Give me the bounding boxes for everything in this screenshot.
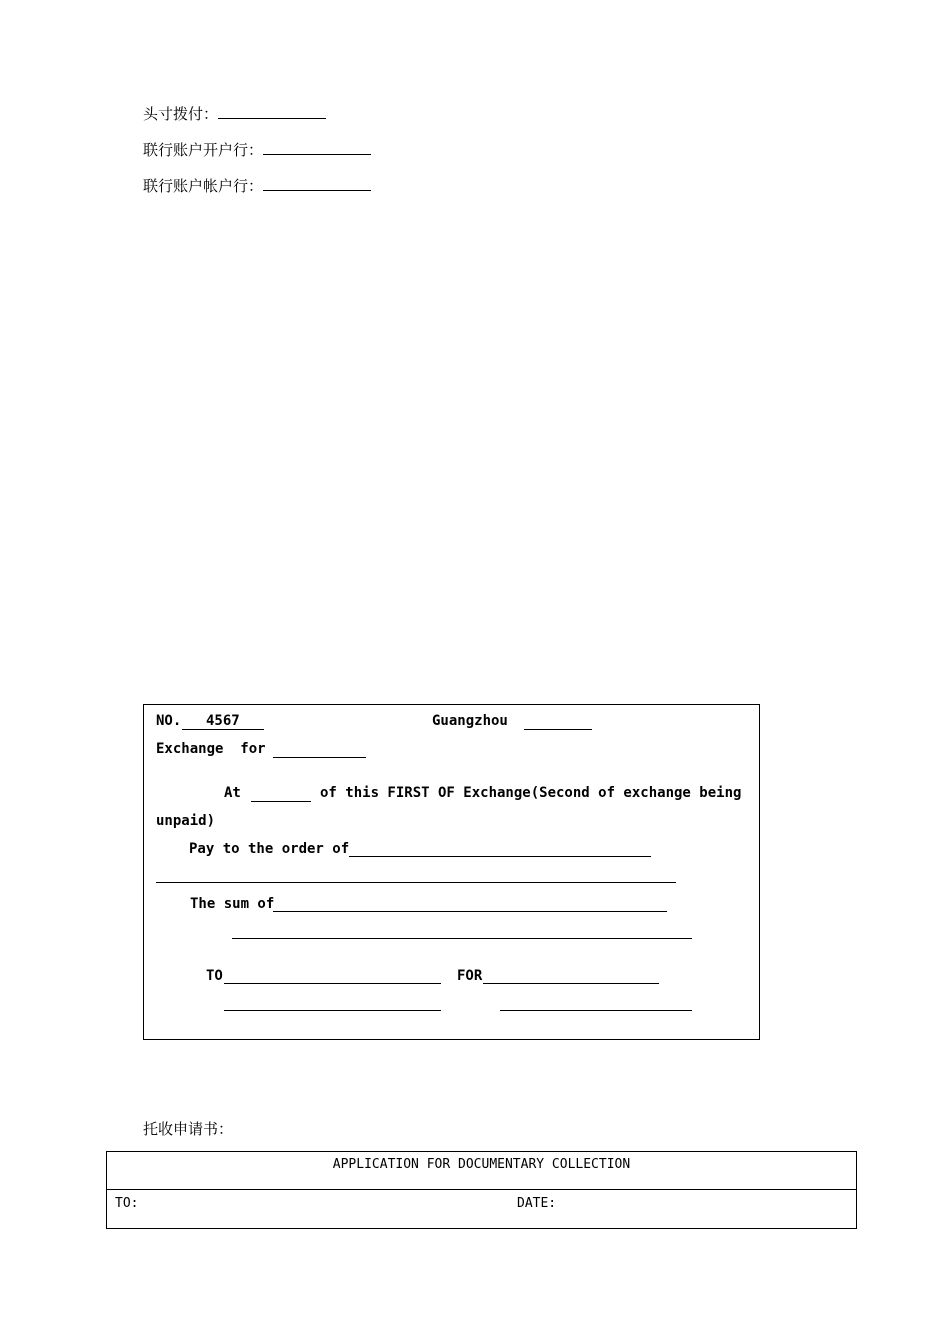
draft-to: TO — [206, 968, 223, 984]
draft-no-value: 4567 — [206, 713, 240, 729]
draft-unpaid: unpaid) — [156, 813, 216, 829]
draft-to-line — [224, 983, 441, 984]
draft-city: Guangzhou — [432, 713, 508, 729]
draft-for-signature-line — [500, 1010, 692, 1011]
field-label: 联行账户帐户行： — [143, 177, 264, 195]
draft-to-signature-line — [224, 1010, 441, 1011]
draft-at-text: of this FIRST OF Exchange(Second of exchange being — [320, 785, 742, 801]
header-field-account-bank — [143, 174, 371, 196]
draft-amount-line — [273, 757, 366, 758]
draft-payee-line — [349, 856, 651, 857]
draft-tenor-line — [251, 801, 311, 802]
field-label: 联行账户开户行： — [143, 141, 264, 159]
draft-sum-of: The sum of — [190, 896, 275, 912]
collection-table-title: APPLICATION FOR DOCUMENTARY COLLECTION — [107, 1152, 856, 1190]
collection-title: 托收申请书： — [143, 1120, 234, 1138]
draft-no-label: NO. — [156, 713, 182, 729]
draft-for: FOR — [457, 968, 483, 984]
bill-of-exchange-box — [143, 704, 760, 1040]
header-field-opening-bank — [143, 138, 371, 160]
draft-sum-line-2 — [232, 938, 692, 939]
header-field-position-allocation — [143, 102, 326, 124]
draft-for-line — [483, 983, 659, 984]
draft-no-underline — [182, 729, 264, 730]
field-label: 头寸拨付： — [143, 105, 219, 123]
collection-to-label: TO: — [115, 1196, 139, 1211]
collection-date-label: DATE: — [517, 1196, 557, 1211]
draft-date-line — [524, 729, 592, 730]
draft-sum-line — [273, 911, 667, 912]
draft-pay-to: Pay to the order of — [189, 841, 350, 857]
blank-line — [218, 102, 326, 119]
blank-line — [263, 138, 371, 155]
collection-application-table — [106, 1151, 857, 1229]
draft-payee-line-2 — [156, 882, 676, 883]
draft-exchange-for: Exchange for — [156, 741, 266, 757]
draft-at: At — [224, 785, 241, 801]
blank-line — [263, 174, 371, 191]
